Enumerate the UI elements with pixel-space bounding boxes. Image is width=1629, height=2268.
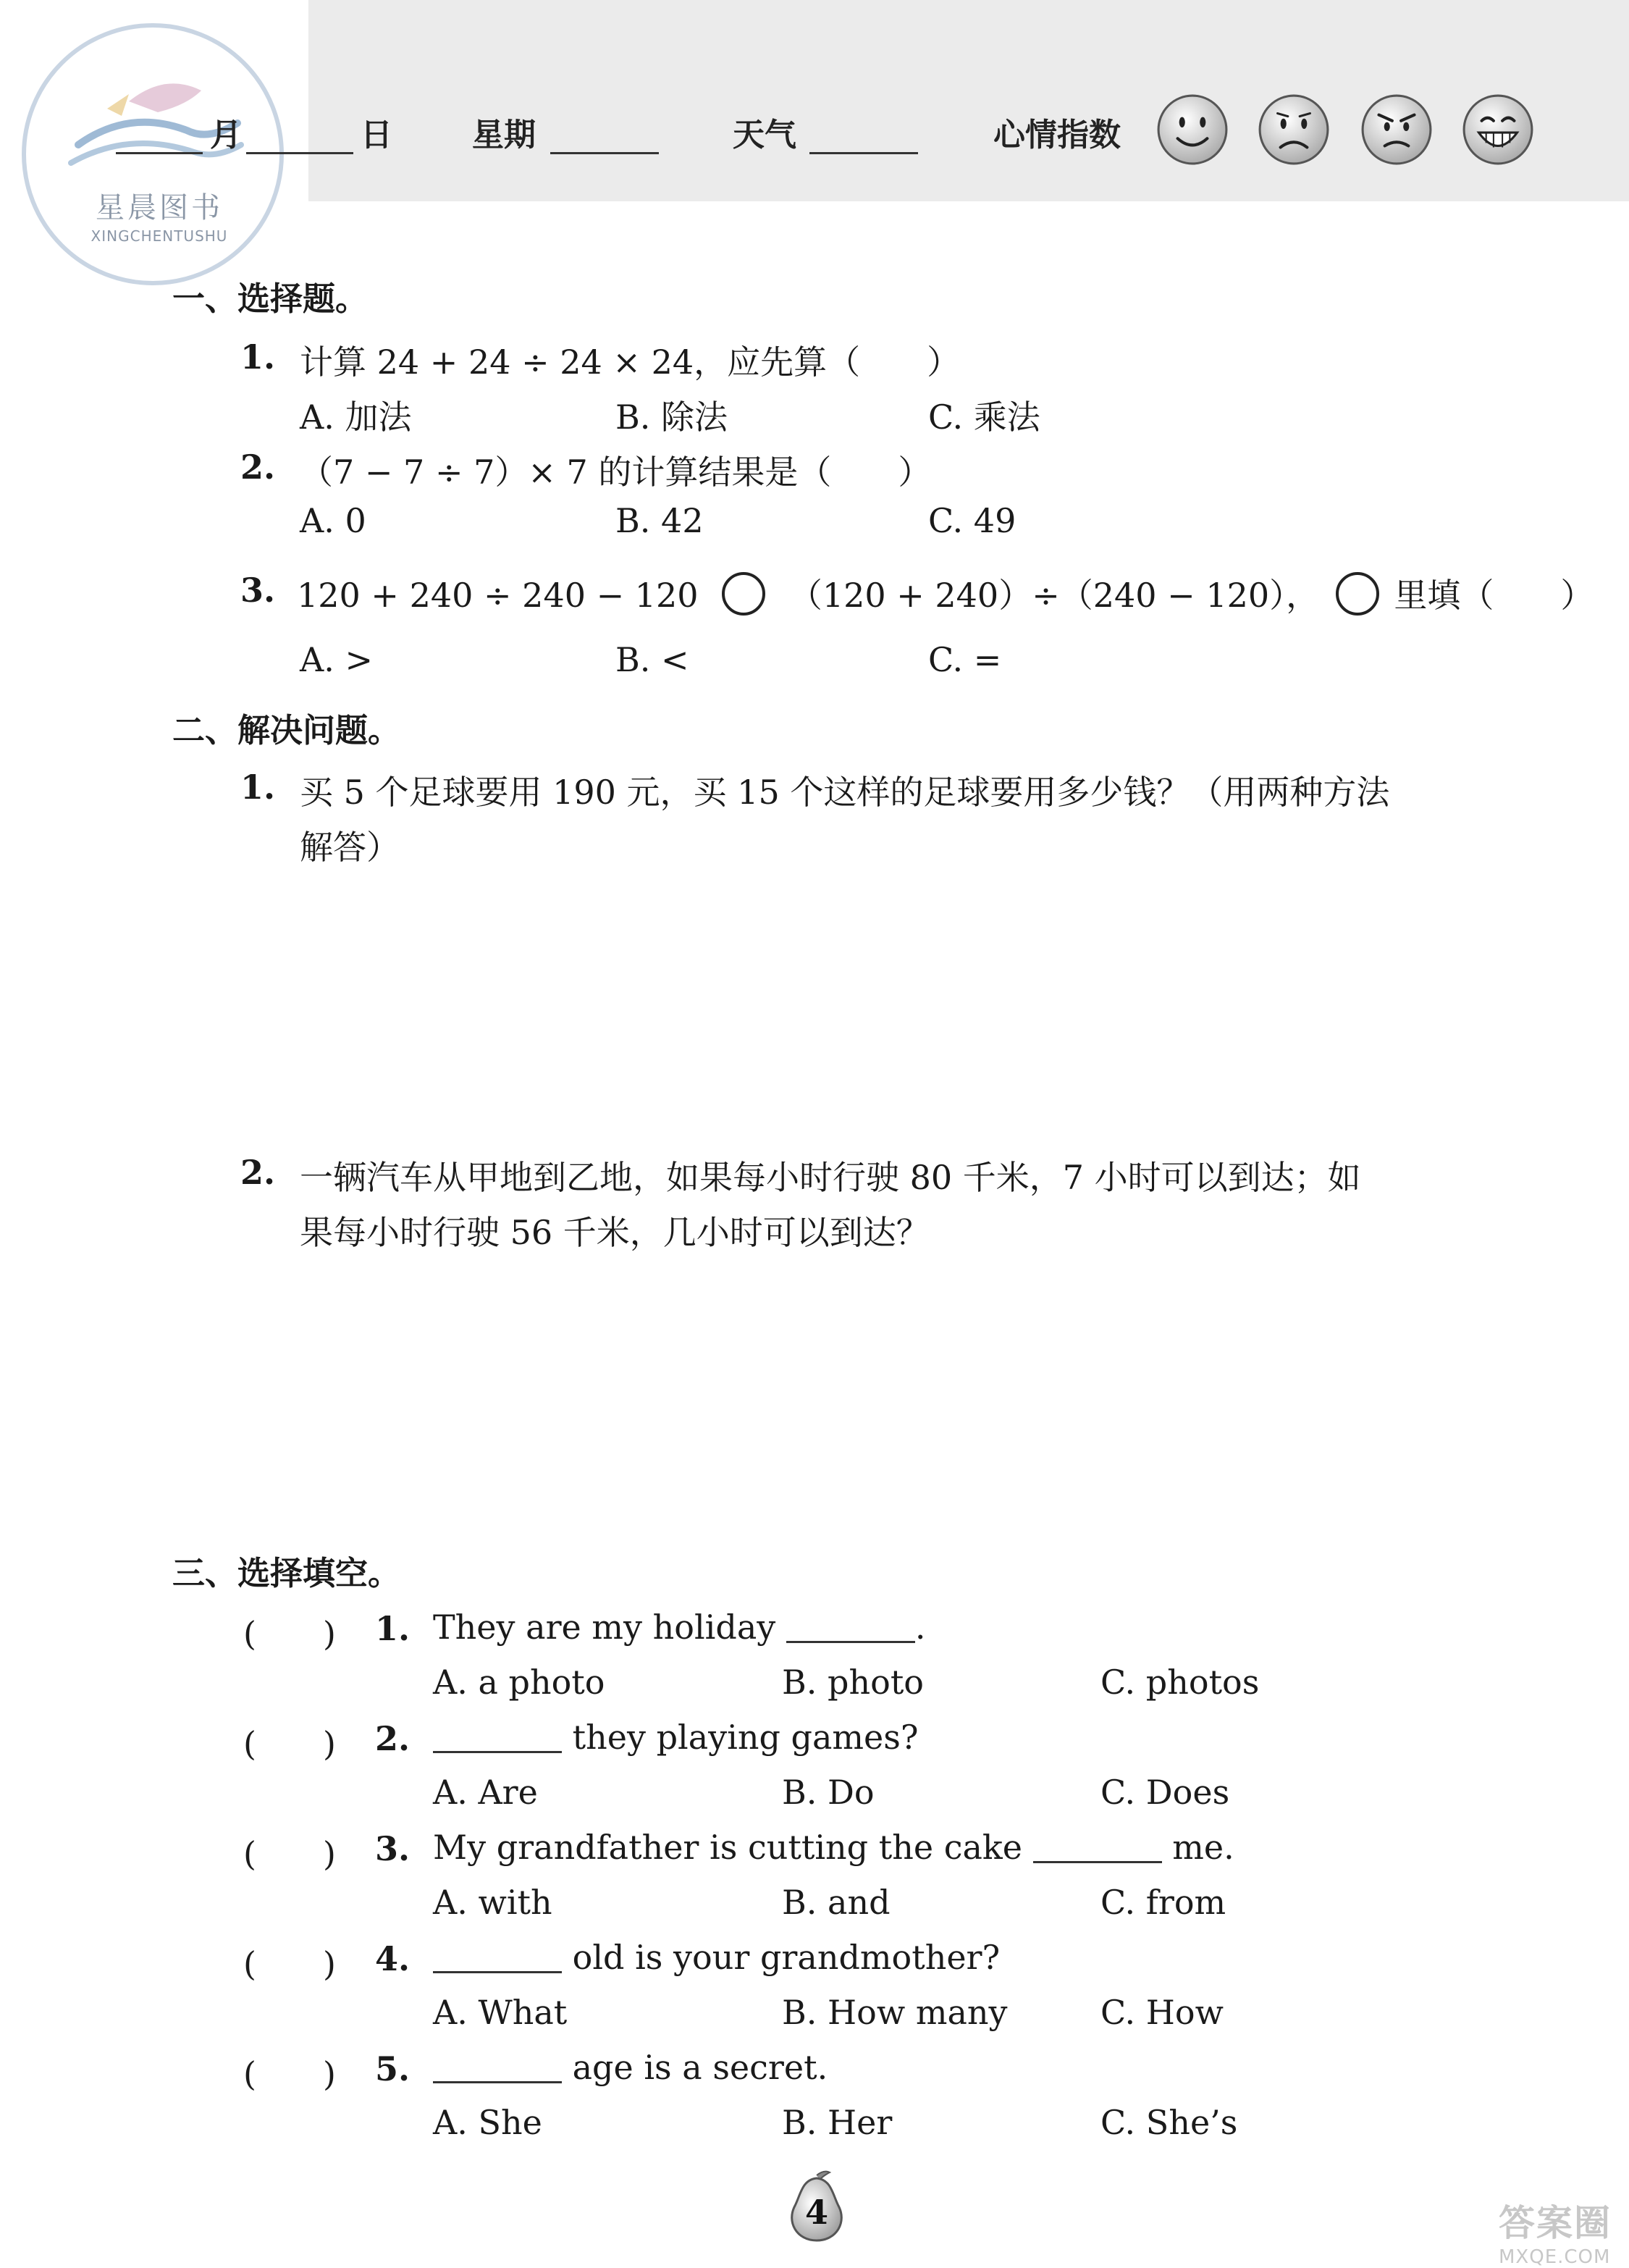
corner-watermark-en: MXQE.COM bbox=[1499, 2246, 1611, 2268]
answer-paren[interactable]: ( ) bbox=[243, 1834, 336, 1873]
s3-q5-text bbox=[433, 2048, 828, 2087]
page-number-badge bbox=[773, 2165, 860, 2245]
sad-face-icon[interactable] bbox=[1257, 93, 1331, 167]
s3-q1-option-a[interactable]: A. a photo bbox=[433, 1663, 605, 1702]
s1-q2-option-a[interactable]: A. 0 bbox=[300, 501, 366, 540]
s1-q3-prompt: 里填（ ） bbox=[1394, 576, 1594, 615]
s3-q3-number: 3. bbox=[375, 1829, 411, 1868]
s1-q3-option-b[interactable]: B. < bbox=[615, 640, 689, 679]
s1-q2-option-c[interactable]: C. 49 bbox=[928, 501, 1016, 540]
s3-q3-pre: My grandfather is cutting the cake bbox=[433, 1828, 1033, 1867]
s3-q1-pre: They are my holiday bbox=[433, 1608, 786, 1647]
s1-q2-number: 2. bbox=[240, 448, 276, 487]
s3-q4-text bbox=[433, 1938, 1000, 1977]
s3-q1-post: . bbox=[914, 1608, 926, 1647]
s3-q3-text bbox=[433, 1828, 1234, 1867]
s3-q1-number: 1. bbox=[375, 1609, 411, 1648]
s3-q4-post: old is your grandmother? bbox=[562, 1938, 1001, 1977]
s1-q2-text: （7 − 7 ÷ 7）× 7 的计算结果是（ ） bbox=[300, 453, 932, 492]
s3-q4-option-a[interactable]: A. What bbox=[433, 1993, 568, 2032]
s1-q3-text bbox=[297, 569, 1594, 617]
s3-q5-option-b[interactable]: B. Her bbox=[782, 2103, 893, 2142]
s3-q4-blank[interactable] bbox=[433, 1942, 562, 1973]
month-blank[interactable] bbox=[116, 152, 203, 154]
mood-label: 心情指数 bbox=[993, 117, 1121, 154]
s3-q4-number: 4. bbox=[375, 1939, 411, 1978]
s3-q3-post: me. bbox=[1161, 1828, 1234, 1867]
s1-q3-number: 3. bbox=[240, 571, 276, 610]
s3-q1-blank[interactable] bbox=[786, 1612, 915, 1643]
weather-label: 天气 bbox=[733, 117, 796, 154]
answer-paren[interactable]: ( ) bbox=[243, 1944, 336, 1983]
section2-title: 二、解决问题。 bbox=[172, 711, 401, 749]
watermark-brand-en: XINGCHENTUSHU bbox=[90, 227, 228, 245]
corner-watermark-cn: 答案圈 bbox=[1499, 2202, 1612, 2244]
s3-q2-text bbox=[433, 1718, 919, 1757]
s3-q1-option-b[interactable]: B. photo bbox=[782, 1663, 924, 1702]
s3-q4-option-b[interactable]: B. How many bbox=[782, 1993, 1008, 2032]
s2-q1-line1: 买 5 个足球要用 190 元，买 15 个这样的足球要用多少钱？（用两种方法 bbox=[300, 773, 1390, 812]
s3-q2-blank[interactable] bbox=[433, 1722, 562, 1753]
answer-paren[interactable]: ( ) bbox=[243, 2054, 336, 2093]
s3-q5-number: 5. bbox=[375, 2049, 411, 2088]
s3-q2-option-b[interactable]: B. Do bbox=[782, 1773, 875, 1812]
day-label: 日 bbox=[361, 117, 392, 154]
s3-q1-text bbox=[433, 1608, 925, 1647]
s3-q3-blank[interactable] bbox=[1033, 1832, 1162, 1863]
s1-q1-option-c[interactable]: C. 乘法 bbox=[928, 398, 1040, 437]
s3-q5-option-c[interactable]: C. She’s bbox=[1100, 2103, 1238, 2142]
compare-circle-blank[interactable] bbox=[722, 572, 765, 616]
s3-q2-option-c[interactable]: C. Does bbox=[1100, 1773, 1230, 1812]
s3-q3-option-c[interactable]: C. from bbox=[1100, 1883, 1226, 1922]
s3-q2-post: they playing games? bbox=[562, 1718, 919, 1757]
answer-paren[interactable]: ( ) bbox=[243, 1724, 336, 1763]
answer-paren[interactable]: ( ) bbox=[243, 1614, 336, 1653]
grin-face-icon[interactable] bbox=[1461, 93, 1535, 167]
s3-q5-post: age is a secret. bbox=[562, 2048, 828, 2087]
s2-q1-line2: 解答） bbox=[300, 828, 400, 867]
s1-q3-expr-right: （120 + 240）÷（240 − 120）， bbox=[788, 576, 1320, 615]
s3-q4-option-c[interactable]: C. How bbox=[1100, 1993, 1224, 2032]
s3-q5-blank[interactable] bbox=[433, 2052, 562, 2083]
s1-q1-text: 计算 24 + 24 ÷ 24 × 24，应先算（ ） bbox=[300, 343, 961, 382]
s2-q1-number: 1. bbox=[240, 768, 276, 807]
corner-watermark bbox=[1499, 2194, 1629, 2268]
weather-blank[interactable] bbox=[809, 152, 918, 154]
page-number: 4 bbox=[804, 2193, 828, 2232]
section3-title: 三、选择填空。 bbox=[172, 1554, 401, 1592]
compare-circle-icon bbox=[1336, 572, 1379, 616]
angry-face-icon[interactable] bbox=[1360, 93, 1434, 167]
month-label: 月 bbox=[210, 117, 242, 154]
weekday-blank[interactable] bbox=[550, 152, 659, 154]
watermark-logo-icon bbox=[20, 22, 285, 287]
weekday-label: 星期 bbox=[472, 117, 536, 154]
day-blank[interactable] bbox=[246, 152, 353, 154]
watermark-text bbox=[72, 185, 246, 245]
watermark-brand-cn: 星晨图书 bbox=[96, 191, 223, 224]
s1-q1-option-a[interactable]: A. 加法 bbox=[300, 398, 412, 437]
s2-q2-line2: 果每小时行驶 56 千米，几小时可以到达？ bbox=[300, 1213, 930, 1252]
s2-q2-number: 2. bbox=[240, 1153, 276, 1192]
s1-q3-option-a[interactable]: A. > bbox=[300, 640, 374, 679]
s3-q2-option-a[interactable]: A. Are bbox=[433, 1773, 538, 1812]
s3-q3-option-a[interactable]: A. with bbox=[433, 1883, 552, 1922]
s3-q2-number: 2. bbox=[375, 1719, 411, 1758]
s2-q2-line1: 一辆汽车从甲地到乙地，如果每小时行驶 80 千米，7 小时可以到达；如 bbox=[300, 1158, 1361, 1197]
s3-q5-option-a[interactable]: A. She bbox=[433, 2103, 542, 2142]
section1-title: 一、选择题。 bbox=[172, 280, 369, 318]
smile-face-icon[interactable] bbox=[1156, 93, 1229, 167]
s1-q3-option-c[interactable]: C. = bbox=[928, 640, 1002, 679]
s1-q3-expr-left: 120 + 240 ÷ 240 − 120 bbox=[297, 576, 699, 615]
s1-q2-option-b[interactable]: B. 42 bbox=[615, 501, 704, 540]
s3-q3-option-b[interactable]: B. and bbox=[782, 1883, 891, 1922]
s1-q1-number: 1. bbox=[240, 337, 276, 377]
s1-q1-option-b[interactable]: B. 除法 bbox=[615, 398, 728, 437]
s3-q1-option-c[interactable]: C. photos bbox=[1100, 1663, 1260, 1702]
